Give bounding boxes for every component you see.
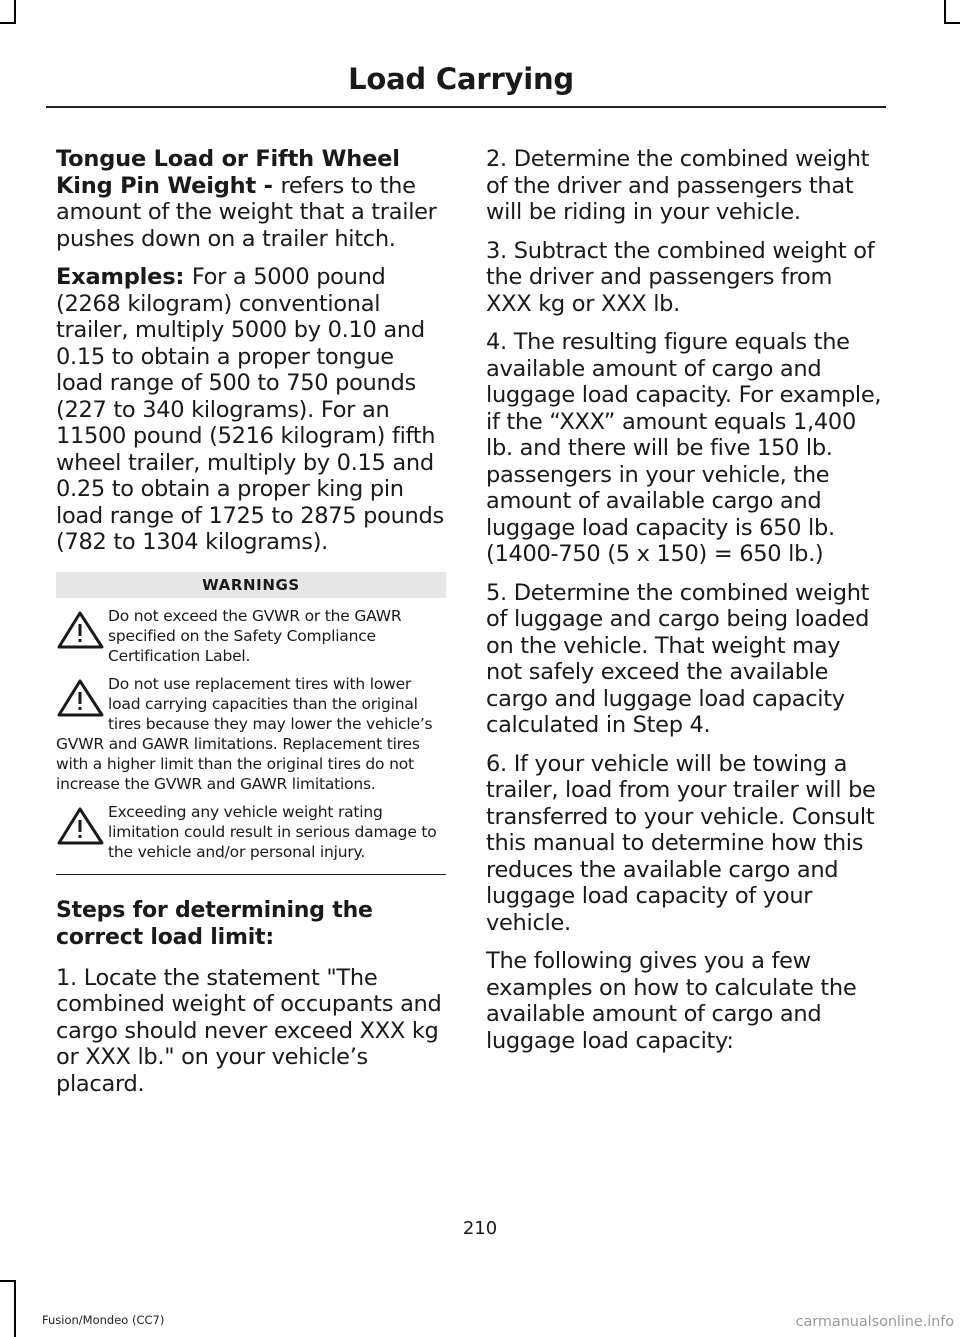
warnings-header: WARNINGS — [56, 572, 446, 598]
watermark: carmanualsonline.info — [795, 1314, 954, 1330]
warning-item — [56, 606, 446, 666]
step-1: 1. Locate the statement "The combined weight of occupants and cargo should never exceed XXX kg or XXX lb." on your vehicle’s placard. — [56, 964, 442, 1097]
warning-item — [56, 674, 446, 794]
step-5: 5. Determine the combined weight of luggage and cargo being loaded on the vehicle. That weight may not safely exceed the available cargo and luggage load capacity calculated in Step 4. — [486, 579, 870, 738]
crop-mark-top-right-h — [944, 22, 960, 24]
examples-intro: The following gives you a few examples on how to calculate the available amount of cargo and luggage load capacity: — [486, 948, 857, 1054]
warnings-box — [56, 572, 446, 875]
warning-triangle-icon — [56, 678, 106, 718]
header-divider — [46, 106, 886, 108]
examples-paragraph — [56, 264, 446, 556]
left-column — [56, 146, 446, 1109]
steps-heading: Steps for determining the correct load limit: — [56, 897, 373, 950]
warning-item — [56, 802, 446, 862]
step-2: 2. Determine the combined weight of the driver and passengers that will be riding in your vehicle. — [486, 146, 870, 225]
step-4: 4. The resulting figure equals the available amount of cargo and luggage load capacity. For example, if the “XXX” amount equals 1,400 lb. and there will be five 150 lb. passengers in your vehicle, the amount of available cargo and luggage load capacity is 650 lb. (1400-750 (5 x 150) = 650 lb.) — [486, 329, 882, 567]
page-number: 210 — [462, 1218, 498, 1239]
examples-label: Examples: — [56, 264, 192, 290]
footer-model: Fusion/Mondeo (CC7) — [42, 1313, 165, 1327]
step-3: 3. Subtract the combined weight of the driver and passengers from XXX kg or XXX lb. — [486, 237, 875, 317]
warnings-bottom-rule — [56, 874, 446, 875]
page-title: Load Carrying — [348, 62, 574, 96]
warning-text: Do not exceed the GVWR or the GAWR specified on the Safety Compliance Certification Label. — [108, 606, 402, 665]
warning-text: Do not use replacement tires with lower load carrying capacities than the original tires because they may lower the vehicle’s GVWR and GAWR limitations. Replacement tires with a higher limit than the original tires do not increase the GVWR and GAWR limitations. — [56, 674, 433, 793]
warning-triangle-icon — [56, 610, 106, 650]
crop-mark-top-right-v — [944, 0, 946, 22]
crop-mark-bottom-left-v — [14, 1280, 16, 1337]
tongue-load-paragraph — [56, 146, 446, 252]
examples-text: For a 5000 pound (2268 kilogram) conventional trailer, multiply 5000 by 0.10 and 0.15 to obtain a proper tongue load range of 500 to 750 pounds (227 to 340 kilograms). For an 11500 pound (5216 kilogram) fifth wheel trailer, multiply by 0.15 and 0.25 to obtain a proper king pin load range of 1725 to 2875 pounds (782 to 1304 kilograms). — [56, 264, 444, 555]
tongue-load-definition: refers to the amount of the weight that a trailer pushes down on a trailer hitch. — [56, 172, 437, 252]
tongue-load-term: Tongue Load or Fifth Wheel King Pin Weight - — [56, 146, 400, 199]
crop-mark-top-left-v — [14, 0, 16, 22]
crop-mark-bottom-left-h — [0, 1280, 16, 1282]
warning-triangle-icon — [56, 806, 106, 846]
right-column — [486, 146, 882, 1066]
step-6: 6. If your vehicle will be towing a trailer, load from your trailer will be transferred to your vehicle. Consult this manual to determine how this reduces the available cargo and luggage load capacity of your vehicle. — [486, 750, 876, 936]
warning-text: Exceeding any vehicle weight rating limitation could result in serious damage to the vehicle and/or personal injury. — [108, 802, 437, 861]
crop-mark-top-left-h — [0, 22, 16, 24]
